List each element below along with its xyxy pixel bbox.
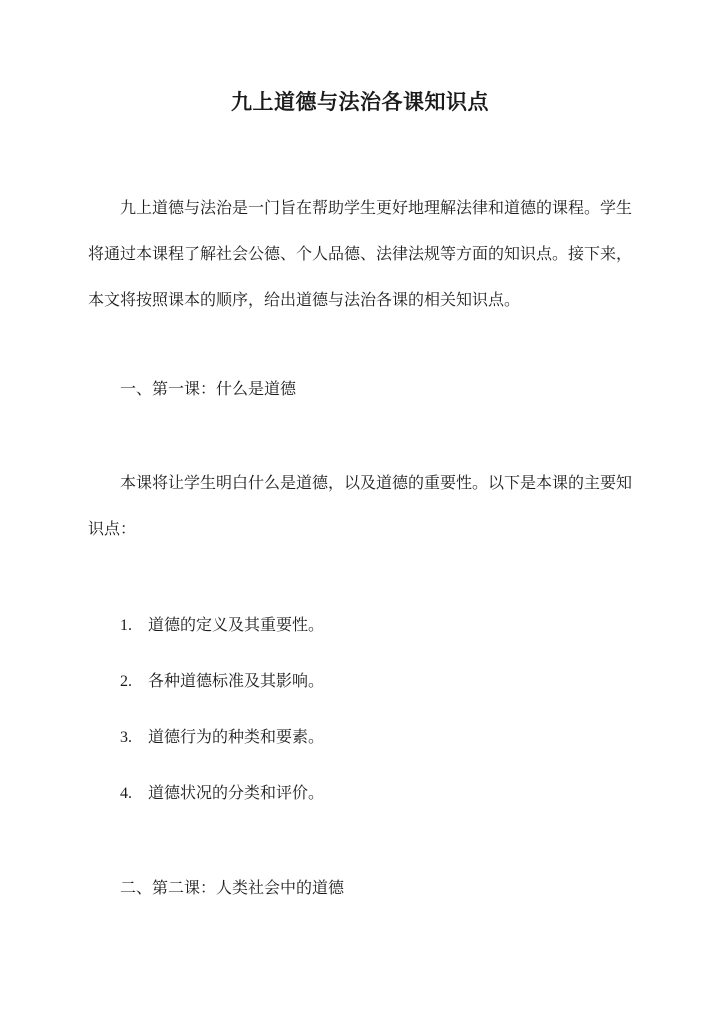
list-item-text: 各种道德标准及其影响。	[148, 671, 325, 690]
list-item	[120, 610, 324, 666]
list-item	[120, 666, 324, 722]
lesson1-heading: 一、第一课：什么是道德	[120, 379, 297, 398]
list-item	[120, 722, 324, 778]
list-item-text: 道德状况的分类和评价。	[148, 783, 325, 802]
lesson1-key-points-list	[120, 610, 324, 834]
list-item-number: 3.	[120, 729, 132, 746]
intro-paragraph: 九上道德与法治是一门旨在帮助学生更好地理解法律和道德的课程。学生将通过本课程了解社会公德、个人品德、法律法规等方面的知识点。接下来，本文将按照课本的顺序，给出道德与法治各课的相关知识点。	[88, 198, 633, 309]
list-item-number: 2.	[120, 673, 132, 690]
list-item-number: 4.	[120, 785, 132, 802]
list-item-number: 1.	[120, 617, 132, 634]
list-item-text: 道德的定义及其重要性。	[148, 615, 325, 634]
list-item-text: 道德行为的种类和要素。	[148, 727, 325, 746]
lesson1-intro-paragraph: 本课将让学生明白什么是道德，以及道德的重要性。以下是本课的主要知识点：	[88, 473, 633, 538]
list-item	[120, 778, 324, 834]
document-title: 九上道德与法治各课知识点	[231, 89, 489, 114]
lesson2-heading: 二、第二课：人类社会中的道德	[120, 878, 345, 897]
